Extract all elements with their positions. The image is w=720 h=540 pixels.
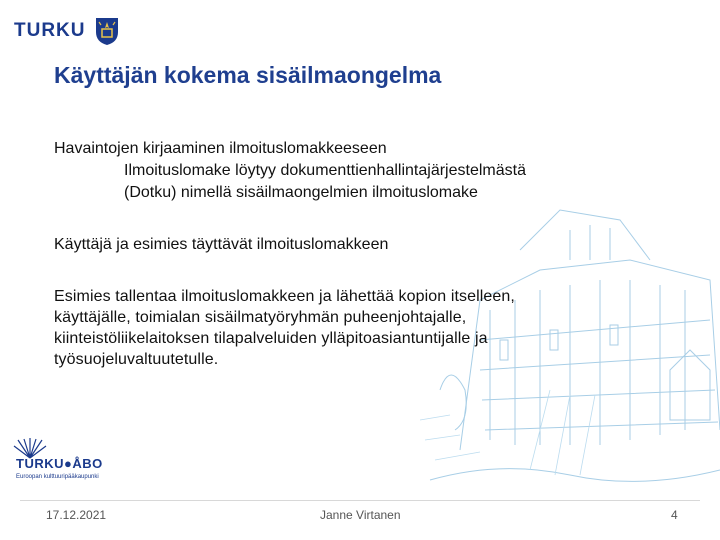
turku-crest-icon: [94, 16, 120, 46]
text-line: Havaintojen kirjaaminen ilmoituslomakkeeseen: [54, 140, 387, 157]
page-number: 4: [671, 508, 678, 522]
footer-author: Janne Virtanen: [320, 508, 401, 522]
text-line: Ilmoituslomake löytyy dokumenttienhallintajärjestelmästä: [124, 162, 526, 179]
footer-date: 17.12.2021: [46, 508, 107, 522]
block-form-instructions: [54, 138, 654, 204]
text-line: kiinteistöliikelaitoksen tilapalveluiden ylläpitoasiantuntijalle ja: [54, 330, 488, 347]
text-line: työsuojeluvaltuutetulle.: [54, 351, 219, 368]
paragraph-save-send: [54, 286, 644, 370]
logo-bottom-subtext: Euroopan kulttuuripääkaupunki: [16, 474, 99, 480]
text-line: Esimies tallentaa ilmoituslomakkeen ja lähettää kopion itselleen,: [54, 288, 515, 305]
paragraph-fill-form: Käyttäjä ja esimies täyttävät ilmoituslomakkeen: [54, 236, 389, 253]
turku-logo: [14, 16, 120, 46]
logo-bottom-text: TURKU●ÅBO: [16, 456, 103, 471]
text-line: (Dotku) nimellä sisäilmaongelmien ilmoituslomake: [124, 184, 478, 201]
logo-text: TURKU: [14, 20, 86, 41]
footer-divider: [20, 500, 700, 501]
turku-abo-logo: [10, 438, 140, 488]
text-line: käyttäjälle, toimialan sisäilmatyöryhmän puheenjohtajalle,: [54, 309, 467, 326]
slide-title: Käyttäjän kokema sisäilmaongelma: [54, 62, 442, 88]
